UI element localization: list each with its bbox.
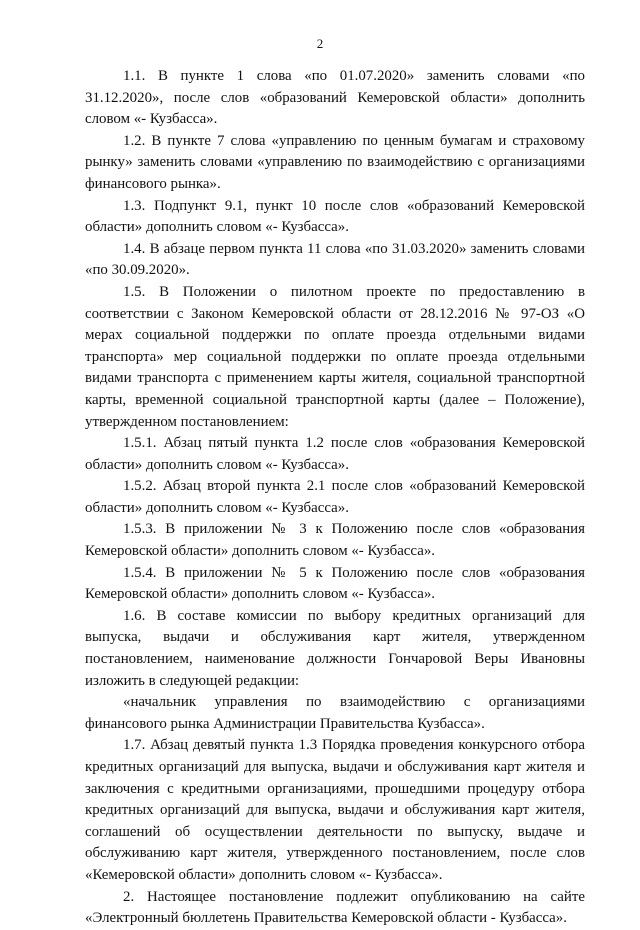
paragraph-1-5-2: 1.5.2. Абзац второй пункта 2.1 после слов «образований Кемеровской области» дополнить словом «- Кузбасса». bbox=[85, 478, 585, 516]
paragraph-2: 2. Настоящее постановление подлежит опубликованию на сайте «Электронный бюллетень Правительства Кемеровской области - Кузбасса». bbox=[85, 888, 585, 927]
paragraph-1-2: 1.2. В пункте 7 слова «управлению по ценным бумагам и страховому рынку» заменить словами «управлению по взаимодействию с организациями финансового рынка». bbox=[85, 132, 585, 192]
paragraph-1-5: 1.5. В Положении о пилотном проекте по предоставлению в соответствии с Законом Кемеровской области от 28.12.2016 № 97-ОЗ «О мерах социальной поддержки по оплате проезда отдельными видами транспорта» мер социальной поддержки по оплате проезда отдельными видами транспорта с применением карты жителя, социальной транспортной карты, временной социальной транспортной карты (далее – Положение), утвержденном постановлением: bbox=[85, 283, 585, 430]
paragraph-1-4: 1.4. В абзаце первом пункта 11 слова «по 31.03.2020» заменить словами «по 30.09.2020». bbox=[85, 240, 585, 279]
paragraph-1-5-3: 1.5.3. В приложении № 3 к Положению после слов «образования Кемеровской области» дополнить словом «- Кузбасса». bbox=[85, 521, 585, 560]
paragraph-1-6: 1.6. В составе комиссии по выбору кредитных организаций для выпуска, выдачи и обслуживания карт жителя, утвержденном постановлением, наименование должности Гончаровой Веры Ивановны изложить в следующей редакции: bbox=[85, 607, 585, 689]
page-number: 2 bbox=[316, 36, 324, 51]
paragraph-1-3: 1.3. Подпункт 9.1, пункт 10 после слов «образований Кемеровской области» дополнить словом «- Кузбасса». bbox=[85, 197, 585, 236]
paragraph-1-5-4: 1.5.4. В приложении № 5 к Положению после слов «образования Кемеровской области» дополнить словом «- Кузбасса». bbox=[85, 564, 585, 603]
document-body bbox=[85, 66, 585, 930]
paragraph-1-6-quote: «начальник управления по взаимодействию с организациями финансового рынка Администрации Правительства Кузбасса». bbox=[85, 694, 585, 732]
paragraph-1-1: 1.1. В пункте 1 слова «по 01.07.2020» заменить словами «по 31.12.2020», после слов «образований Кемеровской области» дополнить словом «- Кузбасса». bbox=[85, 68, 585, 128]
paragraph-1-5-1: 1.5.1. Абзац пятый пункта 1.2 после слов «образования Кемеровской области» дополнить словом «- Кузбасса». bbox=[85, 435, 585, 473]
paragraph-1-7: 1.7. Абзац девятый пункта 1.3 Порядка проведения конкурсного отбора кредитных организаций для выпуска, выдачи и обслуживания карт жителя и заключения с кредитными организациями, прошедшими процедуру отбора кредитных организаций для выпуска, выдачи и обслуживания карт жителя, соглашений об осуществлении деятельности по выпуску, выдаче и обслуживанию карт жителя, утвержденного постановлением, после слов «Кемеровской области» дополнить словом «- Кузбасса». bbox=[85, 737, 585, 883]
